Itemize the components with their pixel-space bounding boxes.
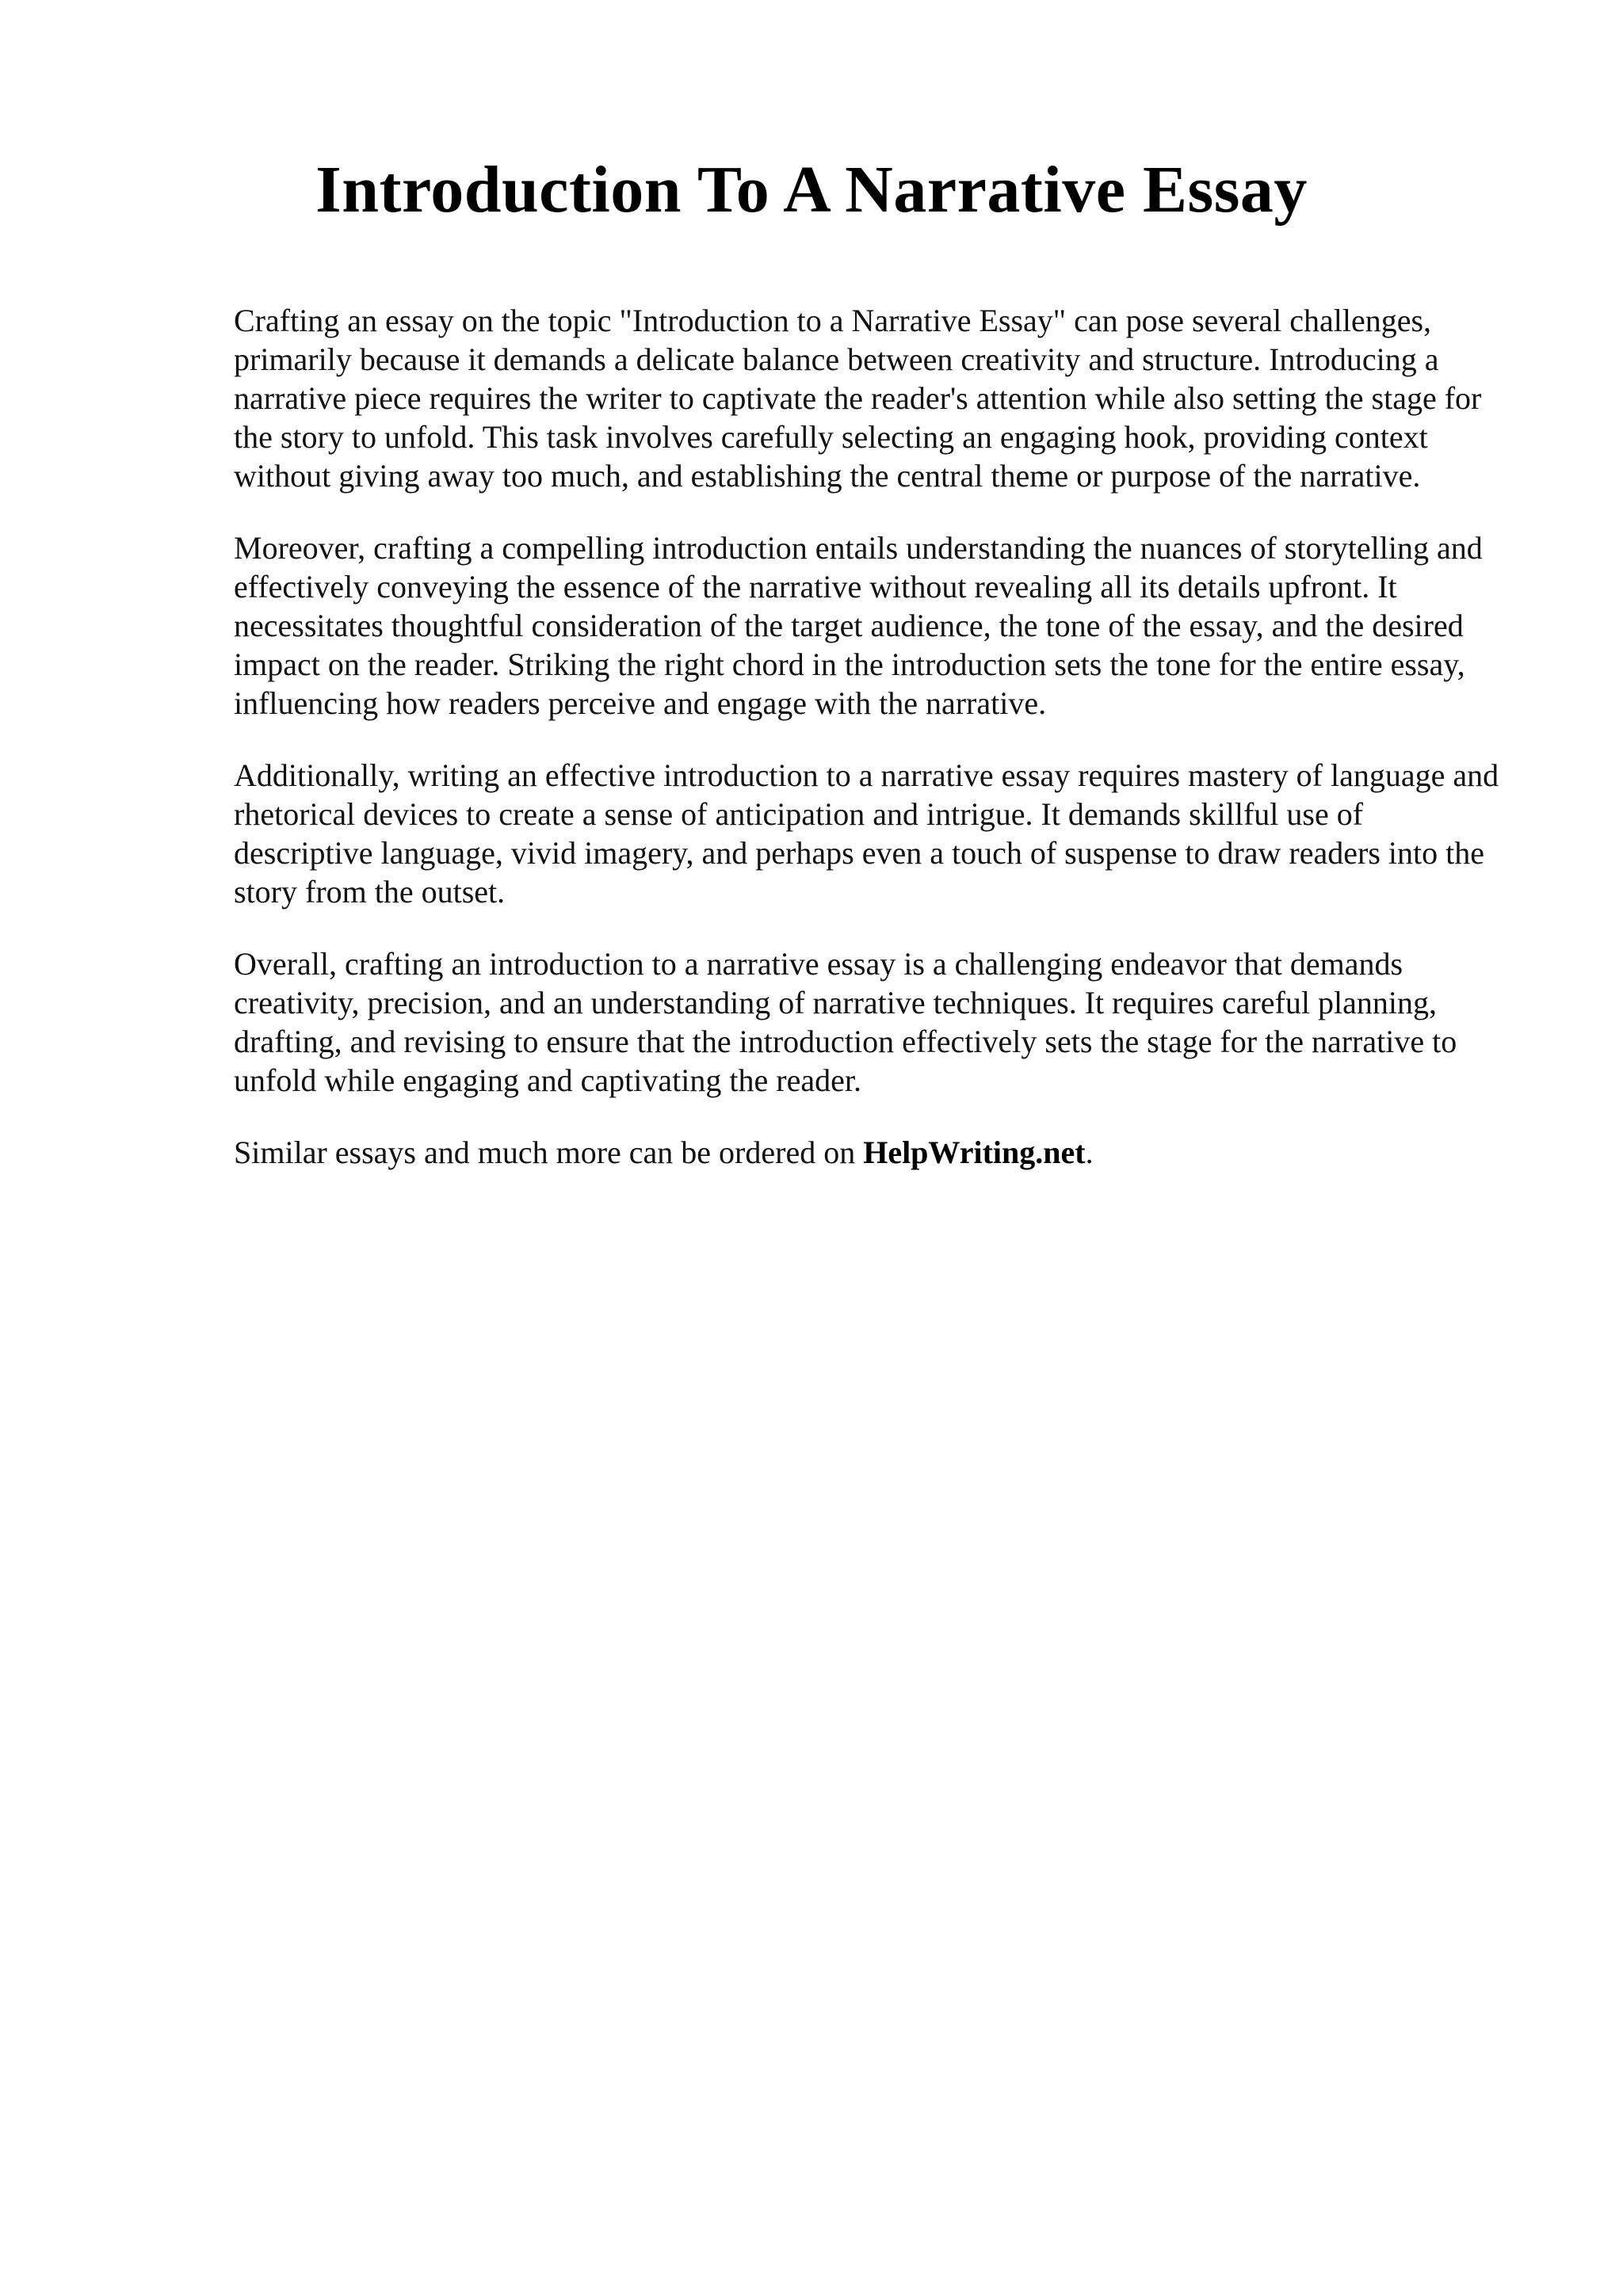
document-title: Introduction To A Narrative Essay [315,153,1308,227]
closing-prefix: Similar essays and much more can be ordered on [234,1135,864,1170]
essay-paragraph-4: Overall, crafting an introduction to a narrative essay is a challenging endeavor that demands creativity, precision, and an understanding of narrative techniques. It requires careful planning, drafting, and revising to ensure that the introduction effectively sets the stage for the narrative to unfold while engaging and captivating the reader. [234,946,1457,1098]
closing-line [234,1133,1510,1172]
essay-paragraph-1: Crafting an essay on the topic "Introduction to a Narrative Essay" can pose several challenges, primarily because it demands a delicate balance between creativity and structure. Introducing a narrative piece requires the writer to captivate the reader's attention while also setting the stage for the story to unfold. This task involves carefully selecting an engaging hook, providing context without giving away too much, and establishing the central theme or purpose of the narrative. [234,303,1482,494]
helpwriting-link[interactable]: HelpWriting.net [863,1135,1086,1170]
essay-body [234,301,1510,1172]
closing-suffix: . [1085,1135,1094,1170]
essay-paragraph-2: Moreover, crafting a compelling introduction entails understanding the nuances of storytelling and effectively conveying the essence of the narrative without revealing all its details upfront. It necessitates thoughtful consideration of the target audience, the tone of the essay, and the desired impact on the reader. Striking the right chord in the introduction sets the tone for the entire essay, influencing how readers perceive and engage with the narrative. [234,530,1483,721]
essay-paragraph-3: Additionally, writing an effective introduction to a narrative essay requires mastery of language and rhetorical devices to create a sense of anticipation and intrigue. It demands skillful use of descriptive language, vivid imagery, and perhaps even a touch of suspense to draw readers into the story from the outset. [234,757,1499,910]
